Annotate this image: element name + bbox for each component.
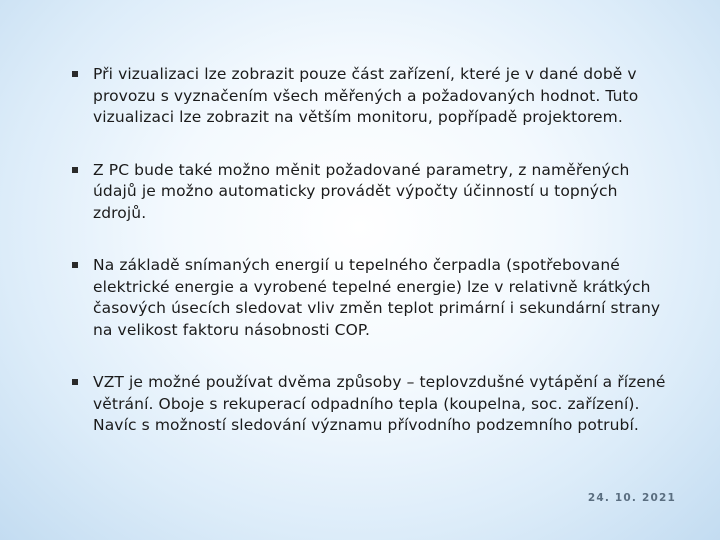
bullet-item xyxy=(70,160,670,225)
bullet-text: Z PC bude také možno měnit požadované parametry, z naměřených údajů je možno automaticky provádět výpočty účinností u topných zdrojů. xyxy=(93,160,630,222)
bullet-list xyxy=(70,64,670,468)
square-bullet-icon xyxy=(72,262,78,268)
bullet-item xyxy=(70,372,670,437)
bullet-text: VZT je možné používat dvěma způsoby – teplovzdušné vytápění a řízené větrání. Oboje s rekuperací odpadního tepla (koupelna, soc. zařízení). Navíc s možností sledování významu přívodního podzemního potrubí. xyxy=(93,373,666,434)
square-bullet-icon xyxy=(72,379,78,385)
bullet-text: Na základě snímaných energií u tepelného čerpadla (spotřebované elektrické energie a vyrobené tepelné energie) lze v relativně krátkých časových úsecích sledovat vliv změn teplot primární i sekundární strany na velikost faktoru násobnosti COP. xyxy=(93,256,661,339)
bullet-item xyxy=(70,255,670,341)
square-bullet-icon xyxy=(72,167,78,173)
bullet-item xyxy=(70,64,670,129)
bullet-text: Při vizualizaci lze zobrazit pouze část zařízení, které je v dané době v provozu s vyznačením všech měřených a požadovaných hodnot. Tuto vizualizaci lze zobrazit na větším monitoru, popřípadě projektorem. xyxy=(93,65,639,126)
square-bullet-icon xyxy=(72,71,78,77)
slide-date: 24. 10. 2021 xyxy=(587,492,676,504)
